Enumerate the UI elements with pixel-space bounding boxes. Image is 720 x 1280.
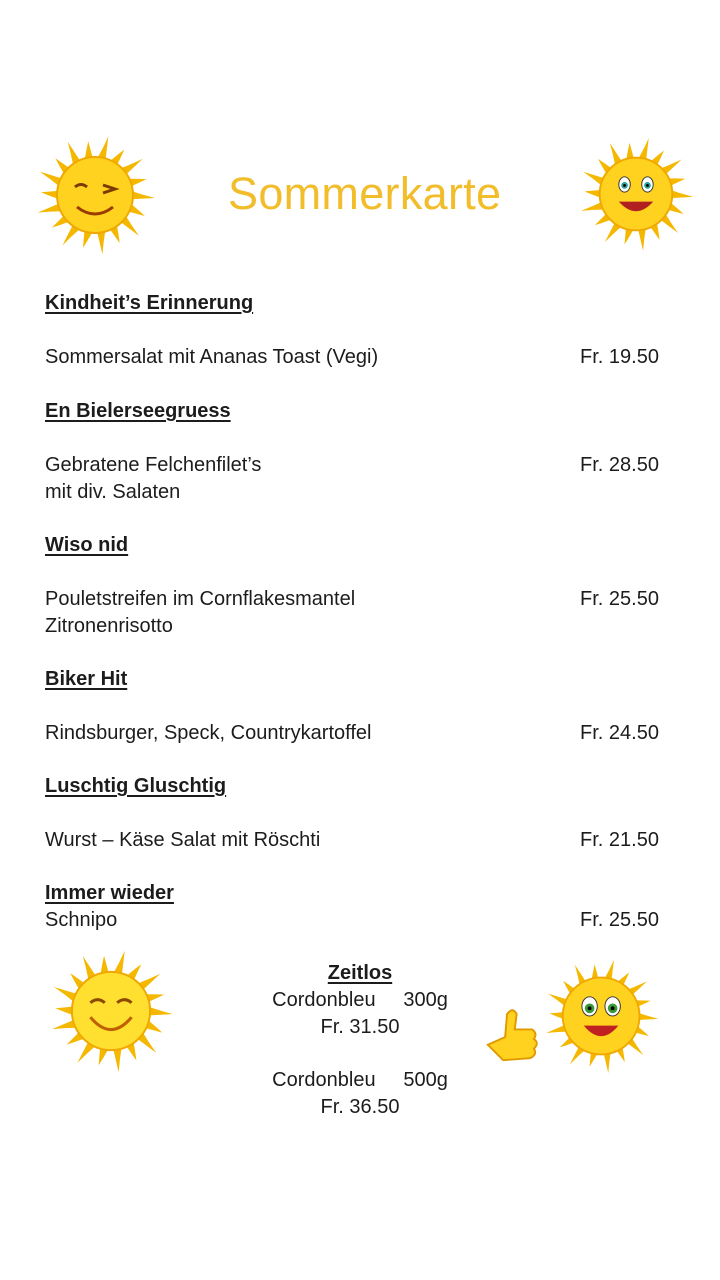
menu-item-price: Fr. 28.50	[580, 454, 659, 476]
smiling-sun-icon	[572, 130, 700, 258]
menu-item-name: Sommersalat mit Ananas Toast (Vegi)	[45, 346, 379, 368]
zeitlos-item-name: Cordonbleu 500g	[272, 1069, 448, 1091]
thumbs-up-sun-icon	[484, 940, 676, 1092]
section-heading-immer-wieder: Immer wieder	[45, 882, 174, 904]
menu-item-price: Fr. 21.50	[580, 829, 659, 851]
section-heading-kindheit: Kindheit’s Erinnerung	[45, 292, 254, 314]
menu-item-name: Pouletstreifen im Cornflakesmantel	[45, 588, 356, 610]
winking-sun-icon	[28, 128, 162, 262]
section-heading-biker-hit: Biker Hit	[45, 668, 128, 690]
zeitlos-item-name: Cordonbleu 300g	[272, 989, 448, 1011]
menu-item-name: Rindsburger, Speck, Countrykartoffel	[45, 722, 372, 744]
menu-item-price: Fr. 25.50	[580, 909, 659, 931]
section-heading-zeitlos: Zeitlos	[327, 962, 393, 984]
menu-item-price: Fr. 24.50	[580, 722, 659, 744]
menu-item-detail: mit div. Salaten	[45, 481, 181, 503]
zeitlos-item-price: Fr. 31.50	[320, 1016, 400, 1038]
menu-item-detail: Zitronenrisotto	[45, 615, 173, 637]
menu-item-name: Wurst – Käse Salat mit Röschti	[45, 829, 321, 851]
page-title: Sommerkarte	[228, 168, 502, 219]
menu-item-price: Fr. 19.50	[580, 346, 659, 368]
menu-item-price: Fr. 25.50	[580, 588, 659, 610]
section-heading-bielersee: En Bielerseegruess	[45, 400, 231, 422]
section-heading-luschtig: Luschtig Gluschtig	[45, 775, 227, 797]
section-heading-wiso-nid: Wiso nid	[45, 534, 129, 556]
menu-item-name: Gebratene Felchenfilet’s	[45, 454, 262, 476]
zeitlos-item-price: Fr. 36.50	[320, 1096, 400, 1118]
menu-item-name: Schnipo	[45, 909, 118, 931]
laughing-sun-icon	[42, 942, 180, 1080]
